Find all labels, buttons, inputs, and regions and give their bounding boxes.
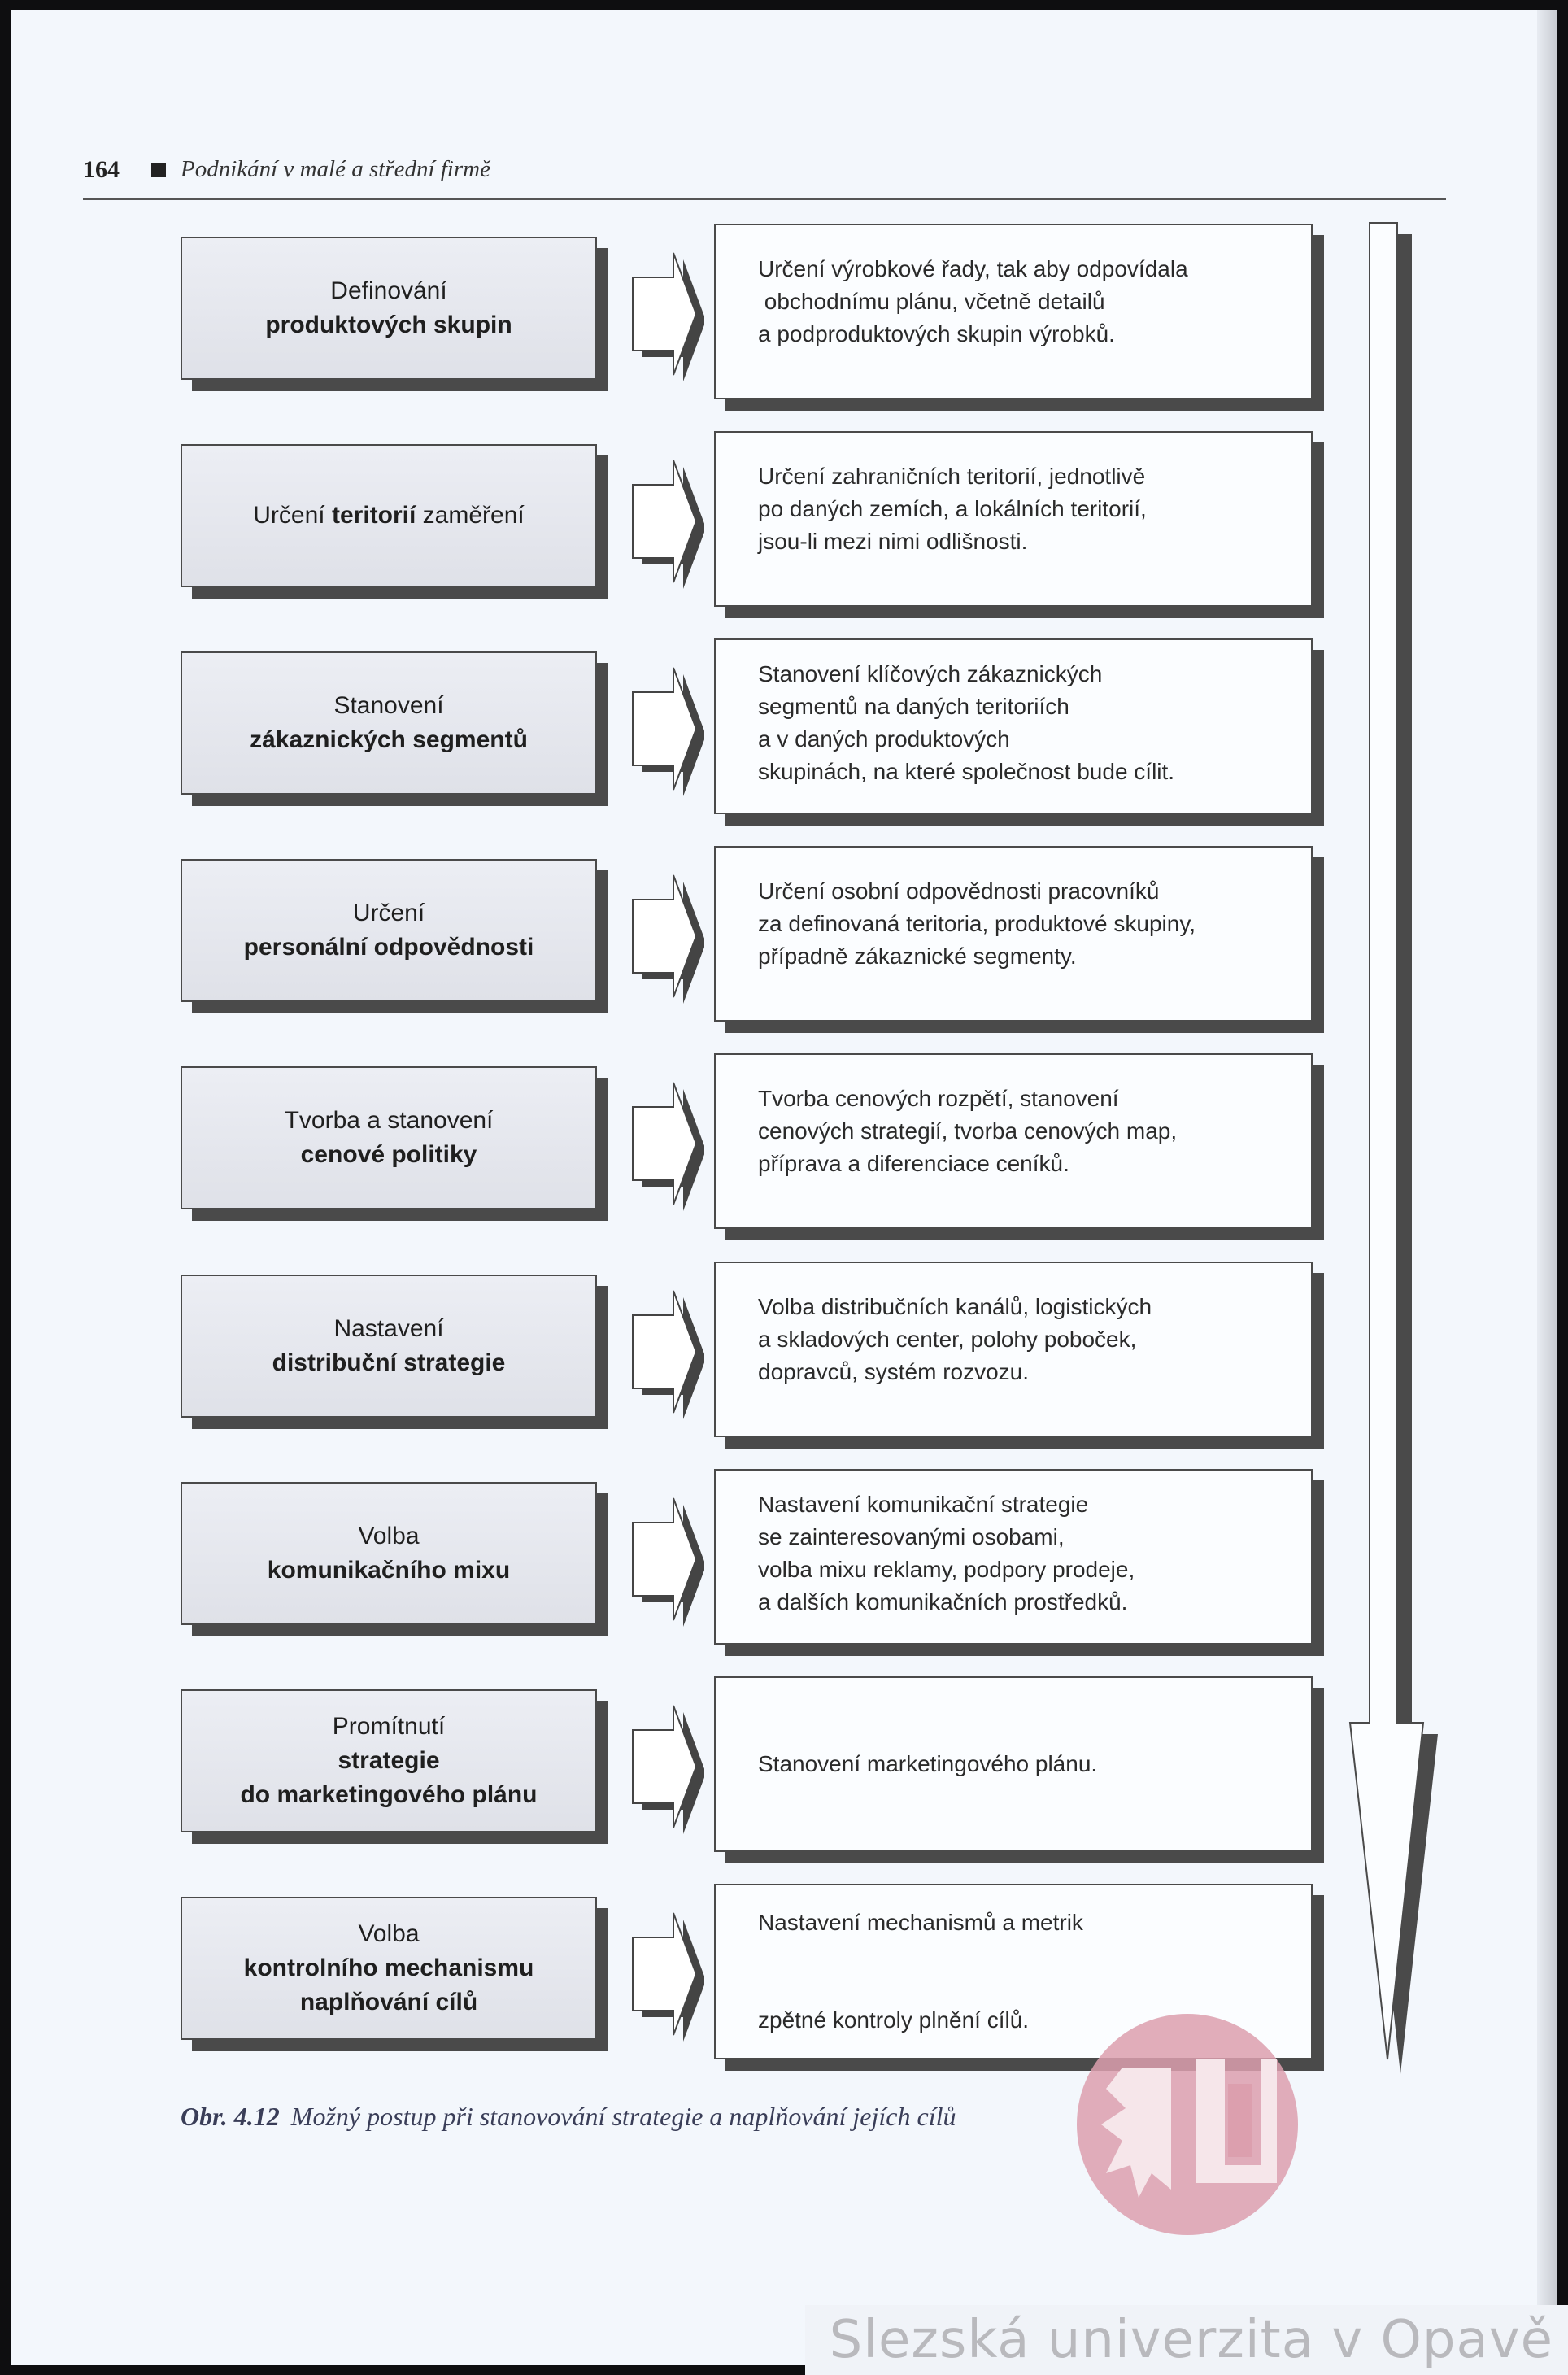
right-arrow-icon — [626, 1905, 704, 2043]
step-title-bold: komunikačního mixu — [267, 1557, 511, 1584]
description-line: a v daných produktových — [758, 726, 1010, 752]
page-header — [83, 153, 1446, 200]
right-arrow-icon — [626, 1074, 704, 1213]
step-title-box — [181, 444, 597, 587]
description-line-group — [758, 1841, 1083, 2102]
step-title-before: Určení — [253, 502, 332, 529]
step-title-normal: Určení — [352, 900, 425, 926]
description-line: Volba distribučních kanálů, logistických — [758, 1294, 1152, 1319]
step-title-after: zaměření — [416, 502, 525, 529]
step-title-normal: Nastavení — [333, 1315, 444, 1342]
flow-step — [0, 1482, 1568, 1669]
down-arrow-icon — [1342, 220, 1440, 2074]
description-line: za definovaná teritoria, produktové skupiny, — [758, 911, 1196, 936]
step-title-normal: Stanovení — [333, 692, 444, 719]
flow-step — [0, 444, 1568, 631]
university-logo-icon — [1074, 2011, 1301, 2238]
description-line: příprava a diferenciace ceníků. — [758, 1151, 1069, 1176]
step-title-bold: zákaznických segmentů — [250, 726, 528, 753]
figure-label: Obr. 4.12 — [181, 2102, 280, 2131]
step-title-box — [181, 859, 597, 1002]
step-description-box — [714, 1053, 1313, 1229]
description-line: Určení zahraničních teritorií, jednotlivě — [758, 464, 1146, 489]
figure-caption — [181, 2102, 956, 2132]
header-square-icon — [151, 163, 166, 177]
flow-step — [0, 859, 1568, 1046]
description-line: Nastavení mechanismů a metrik — [758, 1910, 1083, 1935]
description-line: případně zákaznické segmenty. — [758, 943, 1077, 969]
step-title-normal: Volba — [358, 1920, 420, 1947]
step-description-box — [714, 846, 1313, 1022]
step-title-normal: Definování — [330, 277, 447, 304]
description-line: volba mixu reklamy, podpory prodeje, — [758, 1557, 1135, 1582]
description-line: jsou-li mezi nimi odlišnosti. — [758, 529, 1028, 554]
step-title-box — [181, 1897, 597, 2040]
step-title-normal: Promítnutí — [332, 1713, 446, 1740]
step-title-bold: cenové politiky — [300, 1141, 477, 1168]
flow-step — [0, 237, 1568, 424]
right-arrow-icon — [626, 867, 704, 1005]
figure-caption-text: Možný postup při stanovování strategie a naplňování jejích cílů — [290, 2102, 956, 2131]
description-line: a podproduktových skupin výrobků. — [758, 321, 1115, 346]
page-number: 164 — [83, 156, 120, 183]
step-description-box — [714, 638, 1313, 814]
step-title-bold: strategie — [338, 1747, 440, 1774]
description-line: Určení výrobkové řady, tak aby odpovídala — [758, 256, 1188, 281]
step-title-bold: kontrolního mechanismu — [243, 1954, 534, 1981]
step-title-normal: Volba — [358, 1523, 420, 1549]
description-line: a skladových center, polohy poboček, — [758, 1327, 1137, 1352]
step-title-box — [181, 1482, 597, 1625]
description-line: se zainteresovanými osobami, — [758, 1524, 1065, 1549]
step-title-bold-2: naplňování cílů — [299, 1989, 478, 2015]
description-line: dopravců, systém rozvozu. — [758, 1359, 1030, 1384]
description-line: segmentů na daných teritoriích — [758, 694, 1069, 719]
step-title-normal: Tvorba a stanovení — [284, 1107, 494, 1134]
flow-step — [0, 651, 1568, 839]
description-line: skupinách, na které společnost bude cílit. — [758, 759, 1175, 784]
description-line: cenových strategií, tvorba cenových map, — [758, 1118, 1178, 1144]
step-description-box — [714, 1262, 1313, 1437]
step-description-box — [714, 1469, 1313, 1645]
running-title: Podnikání v malé a střední firmě — [181, 156, 490, 182]
description-line: Určení osobní odpovědnosti pracovníků — [758, 878, 1160, 904]
step-title-box — [181, 1275, 597, 1418]
step-title-box — [181, 1066, 597, 1209]
description-line: Tvorba cenových rozpětí, stanovení — [758, 1086, 1119, 1111]
watermark-text: Slezská univerzita v Opavě — [829, 2310, 1553, 2370]
step-title-box — [181, 651, 597, 795]
step-title-box — [181, 237, 597, 380]
step-title-bold: teritorií — [331, 502, 416, 529]
description-line: zpětné kontroly plnění cílů. — [758, 2007, 1030, 2033]
step-title-bold: distribuční strategie — [272, 1349, 506, 1376]
right-arrow-icon — [626, 1697, 704, 1836]
step-title-bold: produktových skupin — [265, 312, 512, 338]
step-title-line — [253, 499, 524, 533]
step-description-box — [714, 1676, 1313, 1852]
watermark-bar — [805, 2305, 1568, 2375]
right-arrow-icon — [626, 245, 704, 383]
step-description-box — [714, 224, 1313, 399]
right-arrow-icon — [626, 1283, 704, 1421]
step-title-box — [181, 1689, 597, 1832]
flow-step — [0, 1066, 1568, 1253]
step-title-bold-2: do marketingového plánu — [240, 1781, 538, 1808]
description-line: Stanovení klíčových zákaznických — [758, 661, 1103, 686]
step-title-bold: personální odpovědnosti — [243, 934, 534, 961]
right-arrow-icon — [626, 452, 704, 590]
right-arrow-icon — [626, 1490, 704, 1628]
description-line: a dalších komunikačních prostředků. — [758, 1589, 1128, 1615]
description-line: po daných zemích, a lokálních teritorií, — [758, 496, 1147, 521]
right-arrow-icon — [626, 660, 704, 798]
description-line: Stanovení marketingového plánu. — [758, 1751, 1098, 1776]
step-description-box — [714, 431, 1313, 607]
flow-step — [0, 1897, 1568, 2084]
flow-step — [0, 1275, 1568, 1462]
description-line: Nastavení komunikační strategie — [758, 1492, 1089, 1517]
description-line: obchodnímu plánu, včetně detailů — [758, 289, 1105, 314]
